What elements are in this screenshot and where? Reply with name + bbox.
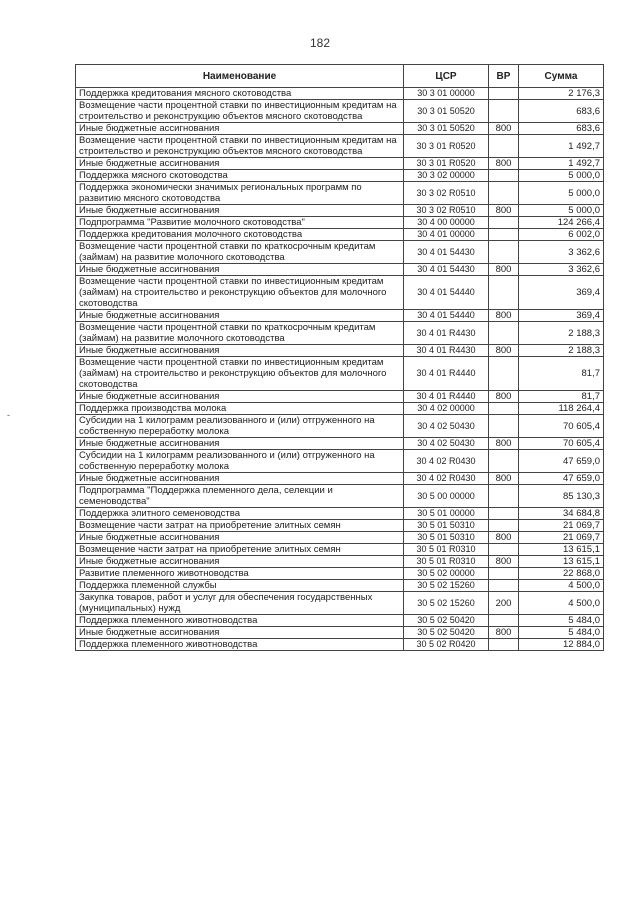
cell-name: Поддержка мясного скотоводства: [76, 170, 404, 182]
cell-sum: 3 362,6: [519, 264, 604, 276]
table-row: [76, 592, 604, 615]
cell-csr: 30 3 01 00000: [404, 88, 489, 100]
cell-csr: 30 3 02 00000: [404, 170, 489, 182]
cell-sum: 81,7: [519, 357, 604, 391]
budget-table: [75, 64, 604, 651]
cell-sum: 2 188,3: [519, 322, 604, 345]
cell-csr: 30 5 02 00000: [404, 568, 489, 580]
cell-sum: 12 884,0: [519, 639, 604, 651]
table-row: [76, 415, 604, 438]
table-row: [76, 264, 604, 276]
cell-sum: 70 605,4: [519, 415, 604, 438]
cell-sum: 369,4: [519, 310, 604, 322]
cell-csr: 30 5 02 50420: [404, 627, 489, 639]
cell-sum: 4 500,0: [519, 592, 604, 615]
table-row: [76, 241, 604, 264]
cell-name: Подпрограмма "Развитие молочного скотоводства": [76, 217, 404, 229]
cell-vr: [489, 88, 519, 100]
cell-sum: 5 484,0: [519, 615, 604, 627]
cell-name: Подпрограмма "Поддержка племенного дела, селекции и семеноводства": [76, 485, 404, 508]
cell-csr: 30 3 02 R0510: [404, 182, 489, 205]
cell-vr: 800: [489, 391, 519, 403]
cell-csr: 30 5 02 R0420: [404, 639, 489, 651]
cell-name: Возмещение части процентной ставки по инвестиционным кредитам на строительство и реконструкцию объектов мясного скотоводства: [76, 100, 404, 123]
cell-name: Иные бюджетные ассигнования: [76, 556, 404, 568]
cell-vr: [489, 415, 519, 438]
cell-name: Закупка товаров, работ и услуг для обеспечения государственных (муниципальных) нужд: [76, 592, 404, 615]
table-row: [76, 276, 604, 310]
cell-csr: 30 3 01 50520: [404, 100, 489, 123]
cell-sum: 1 492,7: [519, 135, 604, 158]
table-row: [76, 580, 604, 592]
cell-sum: 124 266,4: [519, 217, 604, 229]
cell-csr: 30 3 01 R0520: [404, 135, 489, 158]
table-row: [76, 532, 604, 544]
table-row: [76, 438, 604, 450]
table-row: [76, 182, 604, 205]
cell-vr: [489, 508, 519, 520]
table-row: [76, 615, 604, 627]
cell-sum: 118 264,4: [519, 403, 604, 415]
cell-csr: 30 4 02 R0430: [404, 450, 489, 473]
cell-name: Иные бюджетные ассигнования: [76, 205, 404, 217]
cell-name: Субсидии на 1 килограмм реализованного и (или) отгруженного на собственную переработку молока: [76, 415, 404, 438]
table-row: [76, 473, 604, 485]
header-name: Наименование: [76, 65, 404, 88]
cell-name: Поддержка племенного животноводства: [76, 615, 404, 627]
cell-name: Возмещение части процентной ставки по инвестиционным кредитам (займам) на строительство и реконструкцию объектов для молочного скотоводства: [76, 357, 404, 391]
cell-sum: 4 500,0: [519, 580, 604, 592]
cell-vr: [489, 580, 519, 592]
cell-sum: 5 000,0: [519, 182, 604, 205]
cell-csr: 30 4 02 R0430: [404, 473, 489, 485]
cell-csr: 30 4 00 00000: [404, 217, 489, 229]
cell-name: Иные бюджетные ассигнования: [76, 345, 404, 357]
cell-sum: 13 615,1: [519, 556, 604, 568]
cell-vr: 800: [489, 473, 519, 485]
table-row: [76, 450, 604, 473]
table-row: [76, 403, 604, 415]
cell-vr: [489, 322, 519, 345]
cell-csr: 30 5 01 50310: [404, 532, 489, 544]
cell-name: Поддержка элитного семеноводства: [76, 508, 404, 520]
cell-vr: [489, 450, 519, 473]
cell-name: Возмещение части затрат на приобретение элитных семян: [76, 520, 404, 532]
cell-csr: 30 4 02 00000: [404, 403, 489, 415]
table-row: [76, 639, 604, 651]
cell-sum: 1 492,7: [519, 158, 604, 170]
cell-name: Иные бюджетные ассигнования: [76, 532, 404, 544]
table-row: [76, 345, 604, 357]
cell-vr: 800: [489, 310, 519, 322]
cell-name: Иные бюджетные ассигнования: [76, 391, 404, 403]
table-row: [76, 123, 604, 135]
cell-name: Поддержка племенного животноводства: [76, 639, 404, 651]
cell-vr: 800: [489, 158, 519, 170]
table-row: [76, 556, 604, 568]
cell-name: Возмещение части процентной ставки по краткосрочным кредитам (займам) на развитие молочного скотоводства: [76, 241, 404, 264]
header-csr: ЦСР: [404, 65, 489, 88]
cell-name: Возмещение части процентной ставки по краткосрочным кредитам (займам) на развитие молочного скотоводства: [76, 322, 404, 345]
cell-vr: [489, 615, 519, 627]
cell-name: Иные бюджетные ассигнования: [76, 627, 404, 639]
cell-sum: 22 868,0: [519, 568, 604, 580]
cell-name: Субсидии на 1 килограмм реализованного и (или) отгруженного на собственную переработку молока: [76, 450, 404, 473]
cell-name: Иные бюджетные ассигнования: [76, 158, 404, 170]
cell-sum: 85 130,3: [519, 485, 604, 508]
table-row: [76, 508, 604, 520]
table-row: [76, 627, 604, 639]
cell-sum: 5 484,0: [519, 627, 604, 639]
cell-sum: 6 002,0: [519, 229, 604, 241]
cell-vr: 800: [489, 556, 519, 568]
cell-name: Поддержка экономически значимых региональных программ по развитию мясного скотоводства: [76, 182, 404, 205]
cell-sum: 2 188,3: [519, 345, 604, 357]
cell-csr: 30 5 02 50420: [404, 615, 489, 627]
cell-csr: 30 4 01 00000: [404, 229, 489, 241]
cell-vr: [489, 217, 519, 229]
cell-vr: [489, 357, 519, 391]
table-row: [76, 568, 604, 580]
cell-name: Поддержка производства молока: [76, 403, 404, 415]
cell-csr: 30 5 02 15260: [404, 580, 489, 592]
cell-sum: 21 069,7: [519, 520, 604, 532]
cell-csr: 30 5 00 00000: [404, 485, 489, 508]
cell-csr: 30 4 01 R4440: [404, 391, 489, 403]
cell-vr: [489, 485, 519, 508]
cell-csr: 30 3 02 R0510: [404, 205, 489, 217]
cell-name: Возмещение части процентной ставки по инвестиционным кредитам на строительство и реконструкцию объектов мясного скотоводства: [76, 135, 404, 158]
table-row: [76, 322, 604, 345]
table-row: [76, 100, 604, 123]
cell-sum: 47 659,0: [519, 450, 604, 473]
cell-csr: 30 4 02 50430: [404, 415, 489, 438]
cell-csr: 30 4 01 54430: [404, 264, 489, 276]
cell-vr: [489, 568, 519, 580]
cell-name: Поддержка племенной службы: [76, 580, 404, 592]
cell-csr: 30 5 02 15260: [404, 592, 489, 615]
cell-vr: 800: [489, 345, 519, 357]
cell-sum: 81,7: [519, 391, 604, 403]
table-row: [76, 158, 604, 170]
cell-vr: 800: [489, 264, 519, 276]
table-row: [76, 310, 604, 322]
cell-csr: 30 5 01 50310: [404, 520, 489, 532]
cell-csr: 30 4 01 54440: [404, 310, 489, 322]
cell-sum: 70 605,4: [519, 438, 604, 450]
cell-vr: 800: [489, 123, 519, 135]
cell-name: Развитие племенного животноводства: [76, 568, 404, 580]
table-row: [76, 485, 604, 508]
table-row: [76, 205, 604, 217]
header-vr: ВР: [489, 65, 519, 88]
cell-csr: 30 4 01 R4440: [404, 357, 489, 391]
cell-vr: [489, 520, 519, 532]
cell-csr: 30 5 01 R0310: [404, 556, 489, 568]
cell-vr: 200: [489, 592, 519, 615]
cell-name: Поддержка кредитования мясного скотоводства: [76, 88, 404, 100]
cell-csr: 30 4 01 R4430: [404, 322, 489, 345]
table-row: [76, 520, 604, 532]
cell-csr: 30 3 01 50520: [404, 123, 489, 135]
cell-vr: [489, 170, 519, 182]
cell-csr: 30 4 01 R4430: [404, 345, 489, 357]
cell-vr: [489, 182, 519, 205]
table-row: [76, 229, 604, 241]
cell-vr: [489, 403, 519, 415]
table-header-row: [76, 65, 604, 88]
cell-sum: 34 684,8: [519, 508, 604, 520]
cell-sum: 21 069,7: [519, 532, 604, 544]
cell-vr: 800: [489, 627, 519, 639]
cell-name: Иные бюджетные ассигнования: [76, 473, 404, 485]
cell-name: Иные бюджетные ассигнования: [76, 310, 404, 322]
cell-sum: 683,6: [519, 100, 604, 123]
cell-name: Иные бюджетные ассигнования: [76, 438, 404, 450]
cell-name: Иные бюджетные ассигнования: [76, 264, 404, 276]
table-row: [76, 391, 604, 403]
cell-vr: [489, 135, 519, 158]
cell-sum: 2 176,3: [519, 88, 604, 100]
table-row: [76, 217, 604, 229]
table-row: [76, 544, 604, 556]
cell-csr: 30 4 01 54430: [404, 241, 489, 264]
header-sum: Сумма: [519, 65, 604, 88]
margin-mark: -: [7, 410, 10, 420]
cell-vr: [489, 639, 519, 651]
cell-name: Возмещение части процентной ставки по инвестиционным кредитам (займам) на строительство и реконструкцию объектов для молочного скотоводства: [76, 276, 404, 310]
cell-name: Поддержка кредитования молочного скотоводства: [76, 229, 404, 241]
cell-vr: 800: [489, 532, 519, 544]
cell-vr: [489, 229, 519, 241]
cell-sum: 5 000,0: [519, 170, 604, 182]
cell-vr: [489, 100, 519, 123]
table-row: [76, 88, 604, 100]
table-row: [76, 170, 604, 182]
cell-name: Иные бюджетные ассигнования: [76, 123, 404, 135]
cell-csr: 30 5 01 00000: [404, 508, 489, 520]
cell-vr: [489, 241, 519, 264]
cell-csr: 30 4 02 50430: [404, 438, 489, 450]
table-row: [76, 357, 604, 391]
cell-vr: [489, 276, 519, 310]
cell-sum: 3 362,6: [519, 241, 604, 264]
cell-sum: 47 659,0: [519, 473, 604, 485]
cell-sum: 13 615,1: [519, 544, 604, 556]
cell-sum: 683,6: [519, 123, 604, 135]
cell-sum: 5 000,0: [519, 205, 604, 217]
cell-vr: 800: [489, 205, 519, 217]
table-row: [76, 135, 604, 158]
cell-vr: 800: [489, 438, 519, 450]
cell-csr: 30 4 01 54440: [404, 276, 489, 310]
page-number: 182: [309, 36, 331, 50]
cell-vr: [489, 544, 519, 556]
cell-csr: 30 5 01 R0310: [404, 544, 489, 556]
table-body: [76, 88, 604, 651]
cell-csr: 30 3 01 R0520: [404, 158, 489, 170]
cell-sum: 369,4: [519, 276, 604, 310]
cell-name: Возмещение части затрат на приобретение элитных семян: [76, 544, 404, 556]
